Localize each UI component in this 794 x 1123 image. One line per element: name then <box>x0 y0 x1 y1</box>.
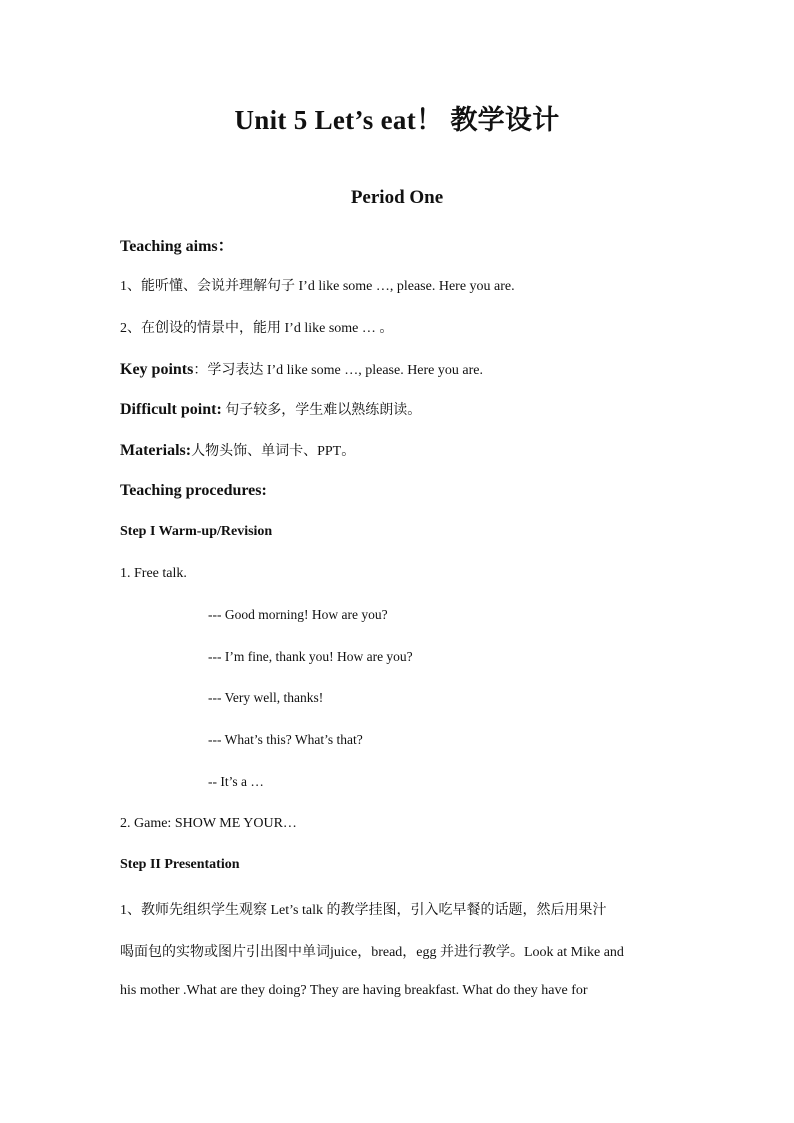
step-1-item-1: 1. Free talk. <box>120 566 187 581</box>
difficult-point-line <box>120 399 421 419</box>
dialogue-line-5: -- It’s a … <box>208 774 264 789</box>
materials-text: 人物头饰、单词卡、PPT。 <box>191 444 356 459</box>
key-points-text: ：学习表达 I’d like some …, please. Here you are. <box>193 363 483 378</box>
key-points-label: Key points <box>120 361 194 378</box>
dialogue-line-3: --- Very well, thanks! <box>208 690 324 705</box>
difficult-point-text: 句子较多，学生难以熟练朗读。 <box>221 403 422 418</box>
key-points-line <box>120 359 483 379</box>
difficult-point-label: Difficult point: <box>120 401 222 418</box>
teaching-aim-1: 1、能听懂、会说并理解句子 I’d like some …, please. Here you are. <box>120 279 515 294</box>
presentation-line-2: 喝面包的实物或图片引出图中单词juice，bread，egg 并进行教学。Look at Mike and <box>120 945 624 960</box>
document-title: Unit 5 Let’s eat！ 教学设计 <box>234 105 560 135</box>
step-1-item-2: 2. Game: SHOW ME YOUR… <box>120 816 297 831</box>
materials-label: Materials: <box>120 442 192 459</box>
presentation-line-1: 1、教师先组织学生观察 Let’s talk 的教学挂图，引入吃早餐的话题，然后用果汁 <box>120 903 607 918</box>
dialogue-line-4: --- What’s this? What’s that? <box>208 732 363 747</box>
teaching-aim-2: 2、在创设的情景中，能用 I’d like some … 。 <box>120 321 394 336</box>
step-1-heading: Step I Warm-up/Revision <box>120 524 273 539</box>
presentation-line-3: his mother .What are they doing? They are having breakfast. What do they have for <box>120 983 588 998</box>
teaching-aims-heading: Teaching aims： <box>120 238 234 255</box>
step-2-heading: Step II Presentation <box>120 857 240 872</box>
materials-line <box>120 440 355 460</box>
procedures-heading: Teaching procedures: <box>120 482 267 499</box>
dialogue-line-2: --- I’m fine, thank you! How are you? <box>208 649 413 664</box>
period-heading: Period One <box>350 187 444 208</box>
dialogue-line-1: --- Good morning! How are you? <box>208 607 388 622</box>
